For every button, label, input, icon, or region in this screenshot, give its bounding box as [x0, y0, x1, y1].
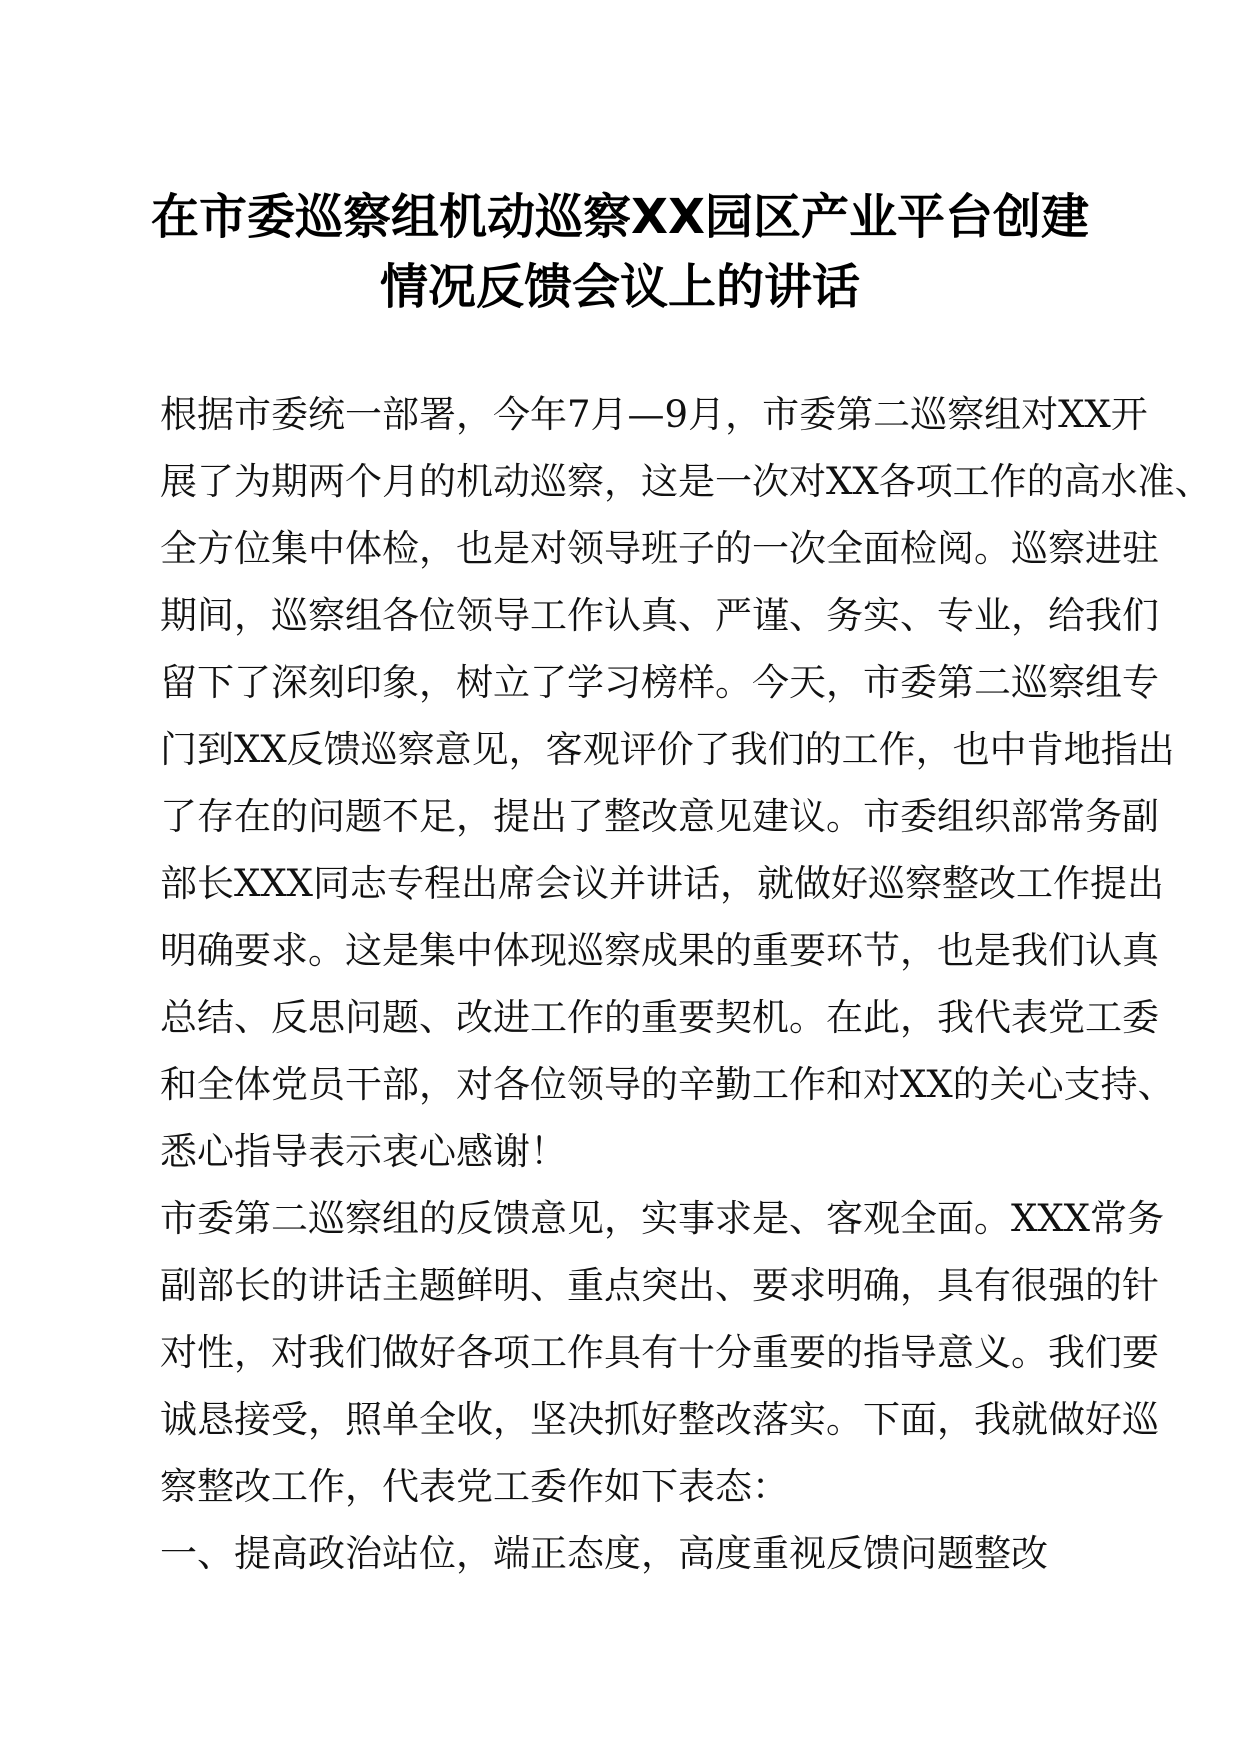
body-line: 悉心指导表示衷心感谢！	[160, 1130, 567, 1173]
body-line: 和全体党员干部，对各位领导的辛勤工作和对XX的关心支持、	[160, 1063, 1175, 1106]
body-line: 展了为期两个月的机动巡察，这是一次对XX各项工作的高水准、	[160, 460, 1212, 503]
body-line: 诚恳接受，照单全收，坚决抓好整改落实。下面，我就做好巡	[160, 1398, 1159, 1441]
body-line: 根据市委统一部署，今年7月—9月，市委第二巡察组对XX开	[160, 393, 1148, 436]
body-line: 全方位集中体检，也是对领导班子的一次全面检阅。巡察进驻	[160, 527, 1159, 570]
body-line: 了存在的问题不足，提出了整改意见建议。市委组织部常务副	[160, 795, 1159, 838]
document-title-line-1: 在市委巡察组机动巡察XX园区产业平台创建	[150, 189, 1090, 245]
body-line: 明确要求。这是集中体现巡察成果的重要环节，也是我们认真	[160, 929, 1159, 972]
body-line: 副部长的讲话主题鲜明、重点突出、要求明确，具有很强的针	[160, 1264, 1159, 1307]
body-line: 门到XX反馈巡察意见，客观评价了我们的工作，也中肯地指出	[160, 728, 1175, 771]
body-line: 市委第二巡察组的反馈意见，实事求是、客观全面。XXX常务	[160, 1197, 1165, 1240]
body-line: 期间，巡察组各位领导工作认真、严谨、务实、专业，给我们	[160, 594, 1159, 637]
document-title-line-2: 情况反馈会议上的讲话	[379, 259, 860, 315]
body-line: 对性，对我们做好各项工作具有十分重要的指导意义。我们要	[160, 1331, 1159, 1374]
body-line: 察整改工作，代表党工委作如下表态：	[160, 1465, 789, 1508]
body-line: 部长XXX同志专程出席会议并讲话，就做好巡察整改工作提出	[160, 862, 1165, 905]
section-heading: 一、提高政治站位，端正态度，高度重视反馈问题整改	[160, 1532, 1048, 1575]
body-line: 总结、反思问题、改进工作的重要契机。在此，我代表党工委	[160, 996, 1159, 1039]
body-line: 留下了深刻印象，树立了学习榜样。今天，市委第二巡察组专	[160, 661, 1159, 704]
